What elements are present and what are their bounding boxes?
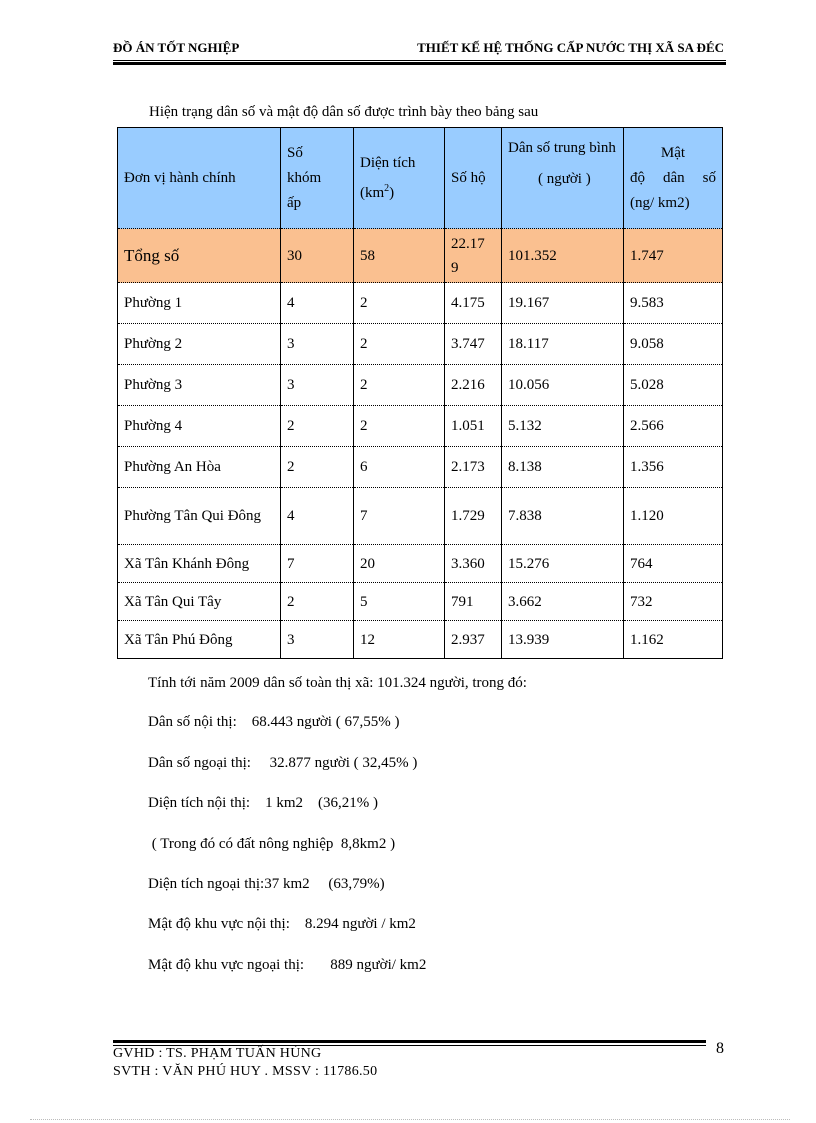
- table-header-row: [118, 128, 723, 229]
- header-population: Dân số trung bình ( người ): [502, 128, 624, 229]
- table-row: Phường 4 2 2 1.051 5.132 2.566: [118, 406, 723, 447]
- population-table: [117, 127, 723, 659]
- table-row: Phường Tân Qui Đông 4 7 1.729 7.838 1.120: [118, 488, 723, 545]
- note-line: Dân số ngoại thị: 32.877 người ( 32,45% ): [148, 755, 418, 771]
- header-blocks: Số khóm ấp: [281, 128, 354, 229]
- note-line: Diện tích nội thị: 1 km2 (36,21% ): [148, 795, 378, 811]
- note-line: Tính tới năm 2009 dân số toàn thị xã: 101.324 người, trong đó:: [148, 675, 527, 691]
- note-line: Mật độ khu vực nội thị: 8.294 người / km2: [148, 916, 416, 932]
- table-row: Xã Tân Phú Đông 3 12 2.937 13.939 1.162: [118, 621, 723, 659]
- note-line: Dân số nội thị: 68.443 người ( 67,55% ): [148, 714, 400, 730]
- header-rule-thick: [113, 62, 726, 65]
- total-density: 1.747: [624, 229, 723, 283]
- table-row: Xã Tân Khánh Đông 7 20 3.360 15.276 764: [118, 545, 723, 583]
- page-bottom-edge: [30, 1119, 790, 1120]
- header-right-title: THIẾT KẾ HỆ THỐNG CẤP NƯỚC THỊ XÃ SA ĐÉC: [417, 40, 724, 55]
- table-row: Xã Tân Qui Tây 2 5 791 3.662 732: [118, 583, 723, 621]
- header-area: Diện tích $(km^2)$: [354, 128, 445, 229]
- footer-student: SVTH : VĂN PHÚ HUY . MSSV : 11786.50: [113, 1064, 378, 1079]
- note-line: ( Trong đó có đất nông nghiệp 8,8km2 ): [148, 836, 396, 852]
- total-households: 22.17 9: [445, 229, 502, 283]
- header-households: Số hộ: [445, 128, 502, 229]
- page-number: 8: [716, 1040, 724, 1057]
- footer-advisor: GVHD : TS. PHẠM TUẤN HÙNG: [113, 1046, 322, 1061]
- table-row: Phường 1 4 2 4.175 19.167 9.583: [118, 283, 723, 324]
- footer-rule-thick: [113, 1040, 706, 1043]
- table-row: Phường 3 3 2 2.216 10.056 5.028: [118, 365, 723, 406]
- total-population: 101.352: [502, 229, 624, 283]
- header-density: Mật độ dân số (ng/ km2): [624, 128, 723, 229]
- table-total-row: [118, 229, 723, 283]
- table-row: Phường An Hòa 2 6 2.173 8.138 1.356: [118, 447, 723, 488]
- note-line: Mật độ khu vực ngoại thị: 889 người/ km2: [148, 957, 427, 973]
- header-rule: [113, 60, 726, 61]
- table-row: Phường 2 3 2 3.747 18.117 9.058: [118, 324, 723, 365]
- total-blocks: 30: [281, 229, 354, 283]
- total-name: Tổng số: [118, 229, 281, 283]
- intro-text: Hiện trạng dân số và mật độ dân số được trình bày theo bảng sau: [149, 104, 539, 120]
- page-header: [113, 38, 726, 60]
- note-line: Diện tích ngoại thị:37 km2 (63,79%): [148, 876, 385, 892]
- header-left-title: ĐỒ ÁN TỐT NGHIỆP: [113, 40, 240, 55]
- header-unit: Đơn vị hành chính: [118, 128, 281, 229]
- total-area: 58: [354, 229, 445, 283]
